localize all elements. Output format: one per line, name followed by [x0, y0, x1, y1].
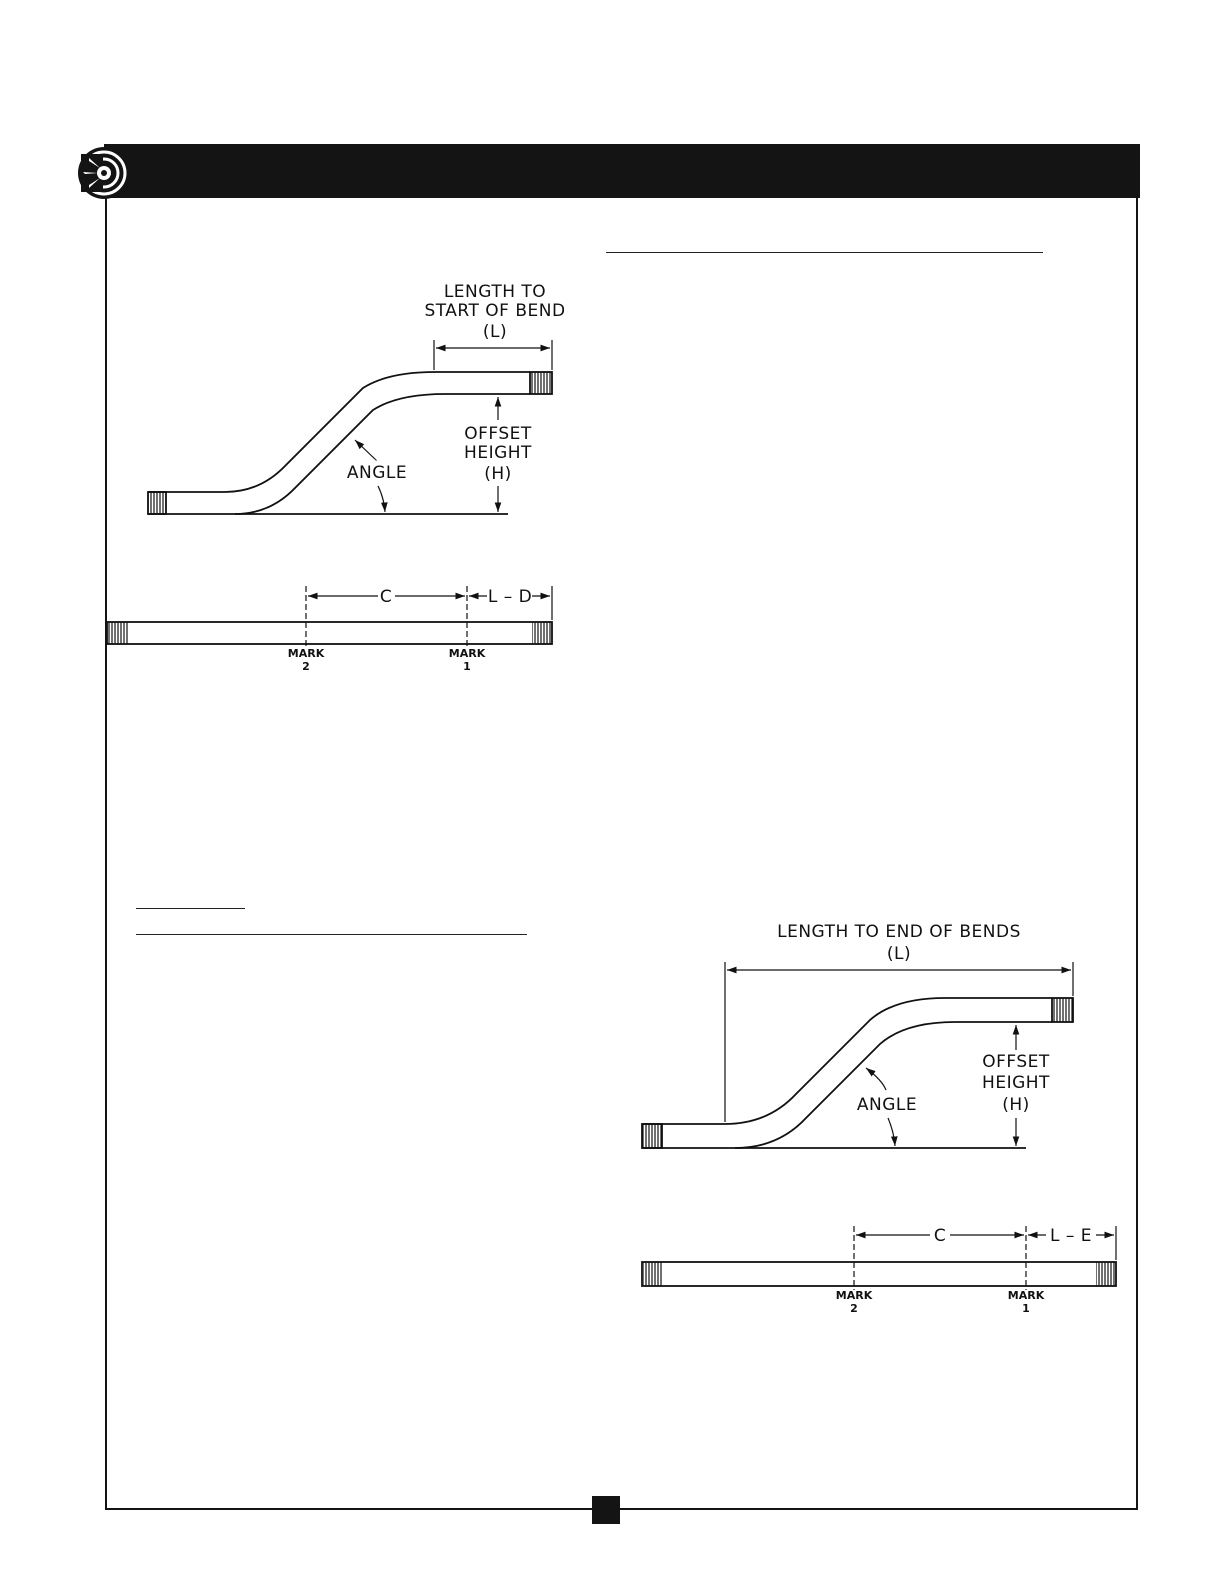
- mark2-label: MARK: [835, 1289, 873, 1302]
- length-label-line1: LENGTH TO: [443, 282, 547, 302]
- offset-label-symbol: (H): [484, 464, 512, 484]
- marked-pipe-figure-end: [642, 1226, 1116, 1290]
- offset-label-line1: OFFSET: [982, 1052, 1050, 1072]
- angle-arc: [866, 1068, 886, 1090]
- page-number-marker: [592, 1496, 620, 1524]
- mark2-number: 2: [302, 660, 310, 673]
- mark1-number: 1: [463, 660, 471, 673]
- straight-pipe: [642, 1262, 1116, 1286]
- offset-label-line1: OFFSET: [464, 424, 532, 444]
- dim-le-label: L – E: [1049, 1226, 1093, 1246]
- angle-label: ANGLE: [346, 463, 408, 483]
- mark1-label: MARK: [448, 647, 486, 660]
- marked-pipe-figure-start: [107, 586, 552, 648]
- thread-right: [1052, 998, 1073, 1022]
- dim-c-label: C: [933, 1226, 947, 1246]
- angle-arc: [355, 440, 376, 460]
- thread-left: [148, 492, 166, 514]
- mark2-label: MARK: [287, 647, 325, 660]
- marked-pipe-labels-end: [836, 1226, 1092, 1315]
- dim-c-label: C: [379, 587, 393, 607]
- straight-pipe: [107, 622, 552, 644]
- thread-left: [642, 1124, 662, 1148]
- marked-pipe-labels-start: [288, 587, 532, 673]
- offset-bend-labels-end: [777, 922, 1050, 1115]
- length-label-line2: START OF BEND: [424, 301, 566, 321]
- mark1-number: 1: [1022, 1302, 1030, 1315]
- thread-right: [530, 372, 552, 394]
- offset-label-line2: HEIGHT: [464, 443, 532, 463]
- mark1-label: MARK: [1007, 1289, 1045, 1302]
- offset-label-symbol: (H): [1002, 1095, 1030, 1115]
- mark2-number: 2: [850, 1302, 858, 1315]
- length-label-line1: LENGTH TO END OF BENDS: [777, 922, 1021, 942]
- length-label-symbol: (L): [886, 944, 912, 964]
- angle-label: ANGLE: [856, 1095, 918, 1115]
- length-label-symbol: (L): [482, 322, 508, 342]
- dim-ld-label: L – D: [487, 587, 533, 607]
- offset-label-line2: HEIGHT: [982, 1073, 1050, 1093]
